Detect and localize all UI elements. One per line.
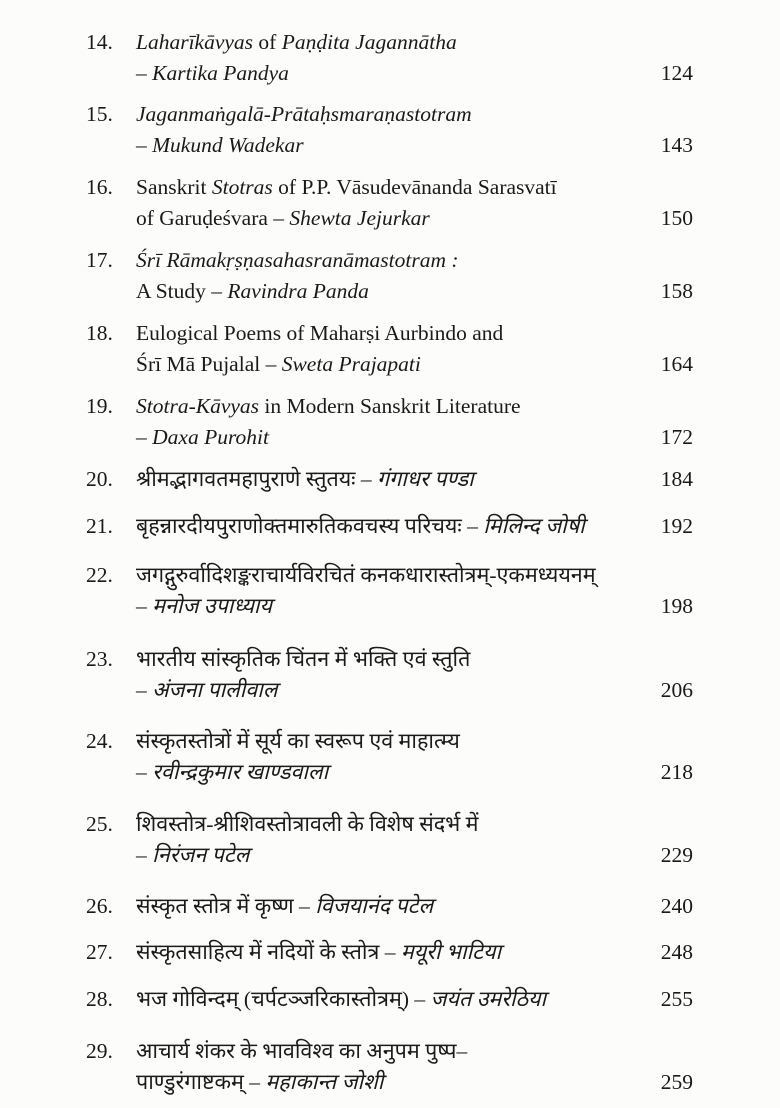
text-segment: Sanskrit (136, 175, 212, 199)
entry-title-line (136, 27, 457, 58)
entry-author-line (136, 757, 328, 788)
page-number: 158 (660, 279, 693, 303)
text-segment: जयंत उमरेठिया (430, 987, 547, 1011)
text-segment: Shewta Jejurkar (289, 206, 430, 230)
entry-title-line (136, 1036, 467, 1067)
entry-author-line (136, 203, 430, 234)
entry-number: 29. (86, 1039, 113, 1063)
text-segment: Stotras (211, 175, 273, 199)
entry-author-line (136, 840, 249, 871)
entry-number: 26. (86, 894, 113, 918)
text-segment: गंगाधर पण्डा (377, 467, 474, 491)
page-number: 240 (660, 894, 693, 918)
entry-number: 23. (86, 647, 113, 671)
entry-title-line (136, 937, 501, 968)
entry-author-line (136, 591, 272, 622)
entry-title-line (136, 99, 472, 130)
text-segment: Jaganmaṅgalā-Prātaḥsmaraṇastotram (136, 102, 472, 126)
text-segment: – मनोज उपाध्याय (136, 594, 272, 618)
text-segment: Śrī Mā Pujalal – (136, 352, 282, 376)
text-segment: Śrī Rāmakṛṣṇasahasranāmastotram : (136, 248, 459, 272)
text-segment: पाण्डुरंगाष्टकम् – (136, 1070, 266, 1094)
text-segment: – रवीन्द्रकुमार खाण्डवाला (136, 760, 329, 784)
text-segment: of P.P. Vāsudevānanda Sarasvatī (272, 175, 557, 199)
entry-title-line (136, 172, 557, 203)
entry-author-line (136, 1067, 383, 1098)
entry-number: 28. (86, 987, 113, 1011)
text-segment: बृहन्नारदीयपुराणोक्तमारुतिकवचस्य परिचयः – (136, 514, 484, 538)
text-segment: श्रीमद्भागवतमहापुराणे स्तुतयः – (136, 467, 378, 491)
entry-title-line (136, 318, 503, 349)
entry-number: 15. (86, 102, 113, 126)
entry-title-line (136, 891, 433, 922)
text-segment: शिवस्तोत्र-श्रीशिवस्तोत्रावली के विशेष संदर्भ में (136, 812, 479, 836)
page-number: 259 (660, 1070, 693, 1094)
entry-title-line (136, 464, 474, 495)
page-number: 218 (660, 760, 693, 784)
entry-number: 16. (86, 175, 113, 199)
text-segment: मिलिन्द जोषी (483, 514, 585, 538)
text-segment: विजयानंद पटेल (315, 894, 434, 918)
text-segment: भारतीय सांस्कृतिक चिंतन में भक्ति एवं स्तुति (136, 647, 471, 671)
page-number: 255 (660, 987, 693, 1011)
page-number: 248 (660, 940, 693, 964)
text-segment: A Study – (136, 279, 228, 303)
text-segment: मयूरी भाटिया (400, 940, 502, 964)
entry-title-line (136, 391, 521, 422)
entry-author-line (136, 130, 304, 161)
text-segment: आचार्य शंकर के भावविश्व का अनुपम पुष्प– (136, 1039, 468, 1063)
entry-title-line (136, 726, 460, 757)
text-segment: जगद्गुरुर्वादिशङ्कराचार्यविरचितं कनकधारास्तोत्रम्-एकमध्ययनम् (136, 563, 596, 587)
text-segment: संस्कृत स्तोत्र में कृष्ण – (136, 894, 316, 918)
text-segment: in Modern Sanskrit Literature (259, 394, 521, 418)
text-segment: – निरंजन पटेल (136, 843, 250, 867)
entry-author-line (136, 675, 277, 706)
text-segment: संस्कृतसाहित्य में नदियों के स्तोत्र – (136, 940, 401, 964)
page-number: 124 (660, 61, 693, 85)
entry-number: 20. (86, 467, 113, 491)
page-number: 198 (660, 594, 693, 618)
page-number: 172 (660, 425, 693, 449)
entry-number: 17. (86, 248, 113, 272)
entry-title-line (136, 644, 470, 675)
entry-title-line (136, 511, 585, 542)
entry-author-line (136, 58, 289, 89)
text-segment: Ravindra Panda (227, 279, 369, 303)
text-segment: Paṇḍita Jagannātha (281, 30, 457, 54)
text-segment: of Garuḍeśvara – (136, 206, 290, 230)
text-segment: Sweta Prajapati (281, 352, 421, 376)
entry-author-line (136, 422, 269, 453)
entry-number: 14. (86, 30, 113, 54)
text-segment: Stotra-Kāvyas (136, 394, 260, 418)
entry-number: 22. (86, 563, 113, 587)
entry-number: 24. (86, 729, 113, 753)
entry-author-line (136, 349, 421, 380)
text-segment: – Kartika Pandya (136, 61, 289, 85)
page-number: 164 (660, 352, 693, 376)
entry-title-line (136, 984, 546, 1015)
text-segment: भज गोविन्दम् (चर्पटञ्जरिकास्तोत्रम्) – (136, 987, 431, 1011)
entry-title-line (136, 245, 459, 276)
entry-title-line (136, 560, 596, 591)
page-number: 143 (660, 133, 693, 157)
entry-number: 19. (86, 394, 113, 418)
text-segment: of (253, 30, 282, 54)
text-segment: – Mukund Wadekar (136, 133, 304, 157)
text-segment: – Daxa Purohit (136, 425, 269, 449)
page-number: 206 (660, 678, 693, 702)
page-number: 192 (660, 514, 693, 538)
text-segment: – अंजना पालीवाल (136, 678, 278, 702)
entry-number: 18. (86, 321, 113, 345)
text-segment: महाकान्त जोशी (265, 1070, 384, 1094)
page-number: 184 (660, 467, 693, 491)
entry-number: 27. (86, 940, 113, 964)
entry-title-line (136, 809, 479, 840)
text-segment: संस्कृतस्तोत्रों में सूर्य का स्वरूप एवं माहात्म्य (136, 729, 460, 753)
entry-author-line (136, 276, 369, 307)
entry-number: 25. (86, 812, 113, 836)
entry-number: 21. (86, 514, 113, 538)
page-number: 150 (660, 206, 693, 230)
text-segment: Eulogical Poems of Maharṣi Aurbindo and (136, 321, 504, 345)
text-segment: Laharīkāvyas (136, 30, 254, 54)
page-number: 229 (660, 843, 693, 867)
